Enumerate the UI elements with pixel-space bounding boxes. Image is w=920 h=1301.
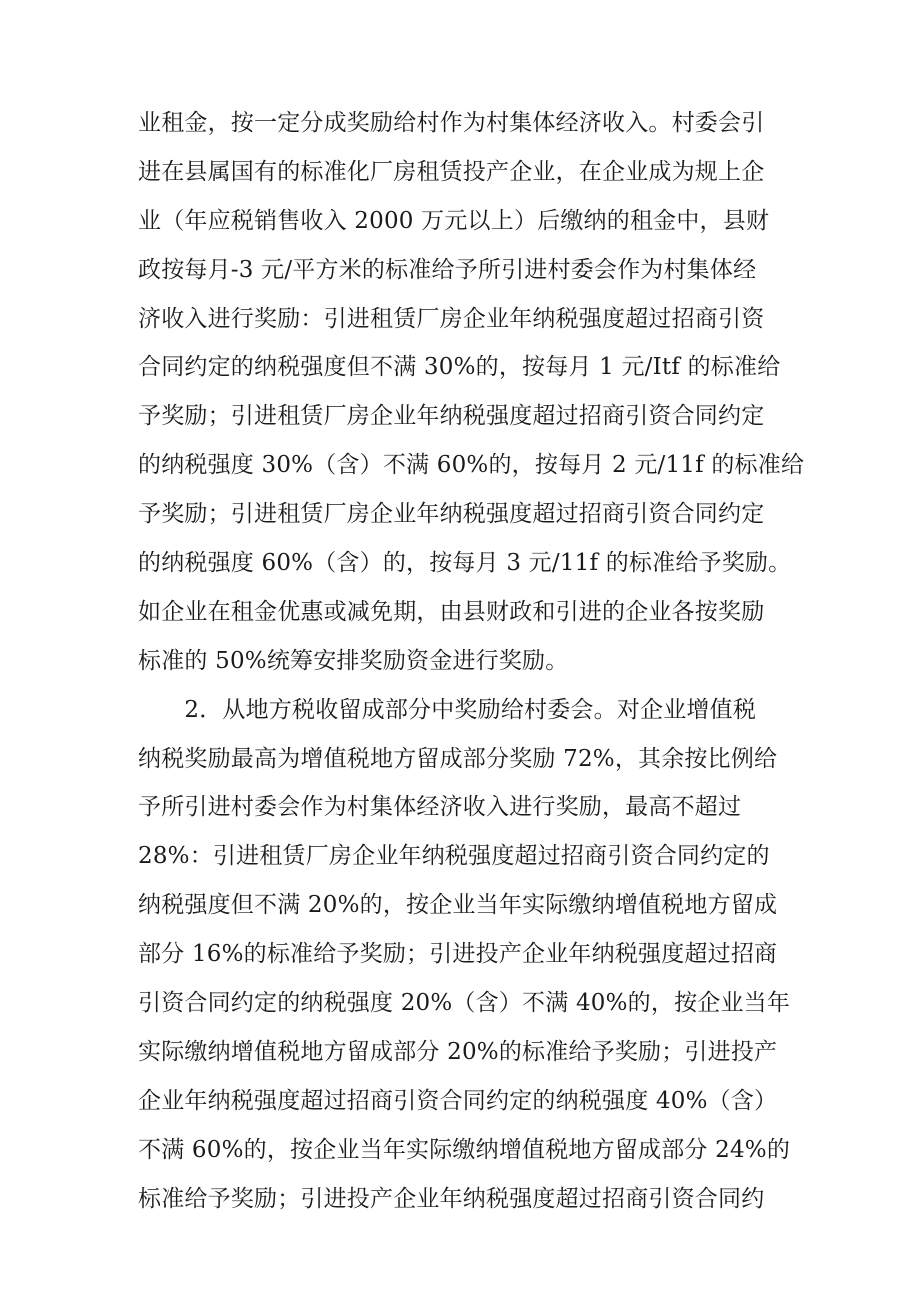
- text-line: 予奖励；引进租赁厂房企业年纳税强度超过招商引资合同约定: [138, 403, 765, 430]
- text-line: 实际缴纳增值税地方留成部分 20%的标准给予奖励；引进投产: [138, 1038, 778, 1065]
- text-line: 合同约定的纳税强度但不满 30%的，按每月 1 元/Itf 的标准给: [138, 354, 781, 381]
- text-line: 企业年纳税强度超过招商引资合同约定的纳税强度 40%（含）: [138, 1087, 778, 1114]
- text-line: 标准的 50%统筹安排奖励资金进行奖励。: [138, 647, 569, 674]
- text-line: 予奖励；引进租赁厂房企业年纳税强度超过招商引资合同约定: [138, 501, 765, 528]
- text-line: 的纳税强度 30%（含）不满 60%的，按每月 2 元/11f 的标准给: [138, 452, 805, 479]
- text-line: 引资合同约定的纳税强度 20%（含）不满 40%的，按企业当年: [138, 990, 791, 1017]
- text-line: 业租金，按一定分成奖励给村作为村集体经济收入。村委会引: [138, 110, 765, 136]
- text-line: 纳税奖励最高为增值税地方留成部分奖励 72%，其余按比例给: [138, 745, 778, 772]
- text-line: 予所引进村委会作为村集体经济收入进行奖励，最高不超过: [138, 794, 742, 821]
- text-line: 济收入进行奖励：引进租赁厂房企业年纳税强度超过招商引资: [138, 305, 765, 332]
- text-line: 纳税强度但不满 20%的，按企业当年实际缴纳增值税地方留成: [138, 892, 778, 919]
- text-line: 部分 16%的标准给予奖励；引进投产企业年纳税强度超过招商: [138, 941, 778, 968]
- text-line: 不满 60%的，按企业当年实际缴纳增值税地方留成部分 24%的: [138, 1136, 791, 1163]
- text-line: 进在县属国有的标准化厂房租赁投产企业，在企业成为规上企: [138, 158, 765, 185]
- text-line: 28%：引进租赁厂房企业年纳税强度超过招商引资合同约定的: [138, 843, 770, 870]
- text-line: 的纳税强度 60%（含）的，按每月 3 元/11f 的标准给予奖励。: [138, 550, 792, 577]
- text-line: 政按每月-3 元/平方米的标准给予所引进村委会作为村集体经: [138, 256, 757, 283]
- text-line: 标准给予奖励；引进投产企业年纳税强度超过招商引资合同约: [138, 1185, 765, 1212]
- text-line: 业（年应税销售收入 2000 万元以上）后缴纳的租金中，县财: [138, 207, 770, 234]
- text-line: 如企业在租金优惠或减免期，由县财政和引进的企业各按奖励: [138, 598, 765, 625]
- text-line: 2．从地方税收留成部分中奖励给村委会。对企业增值税: [138, 696, 757, 723]
- document-body: [138, 99, 805, 1223]
